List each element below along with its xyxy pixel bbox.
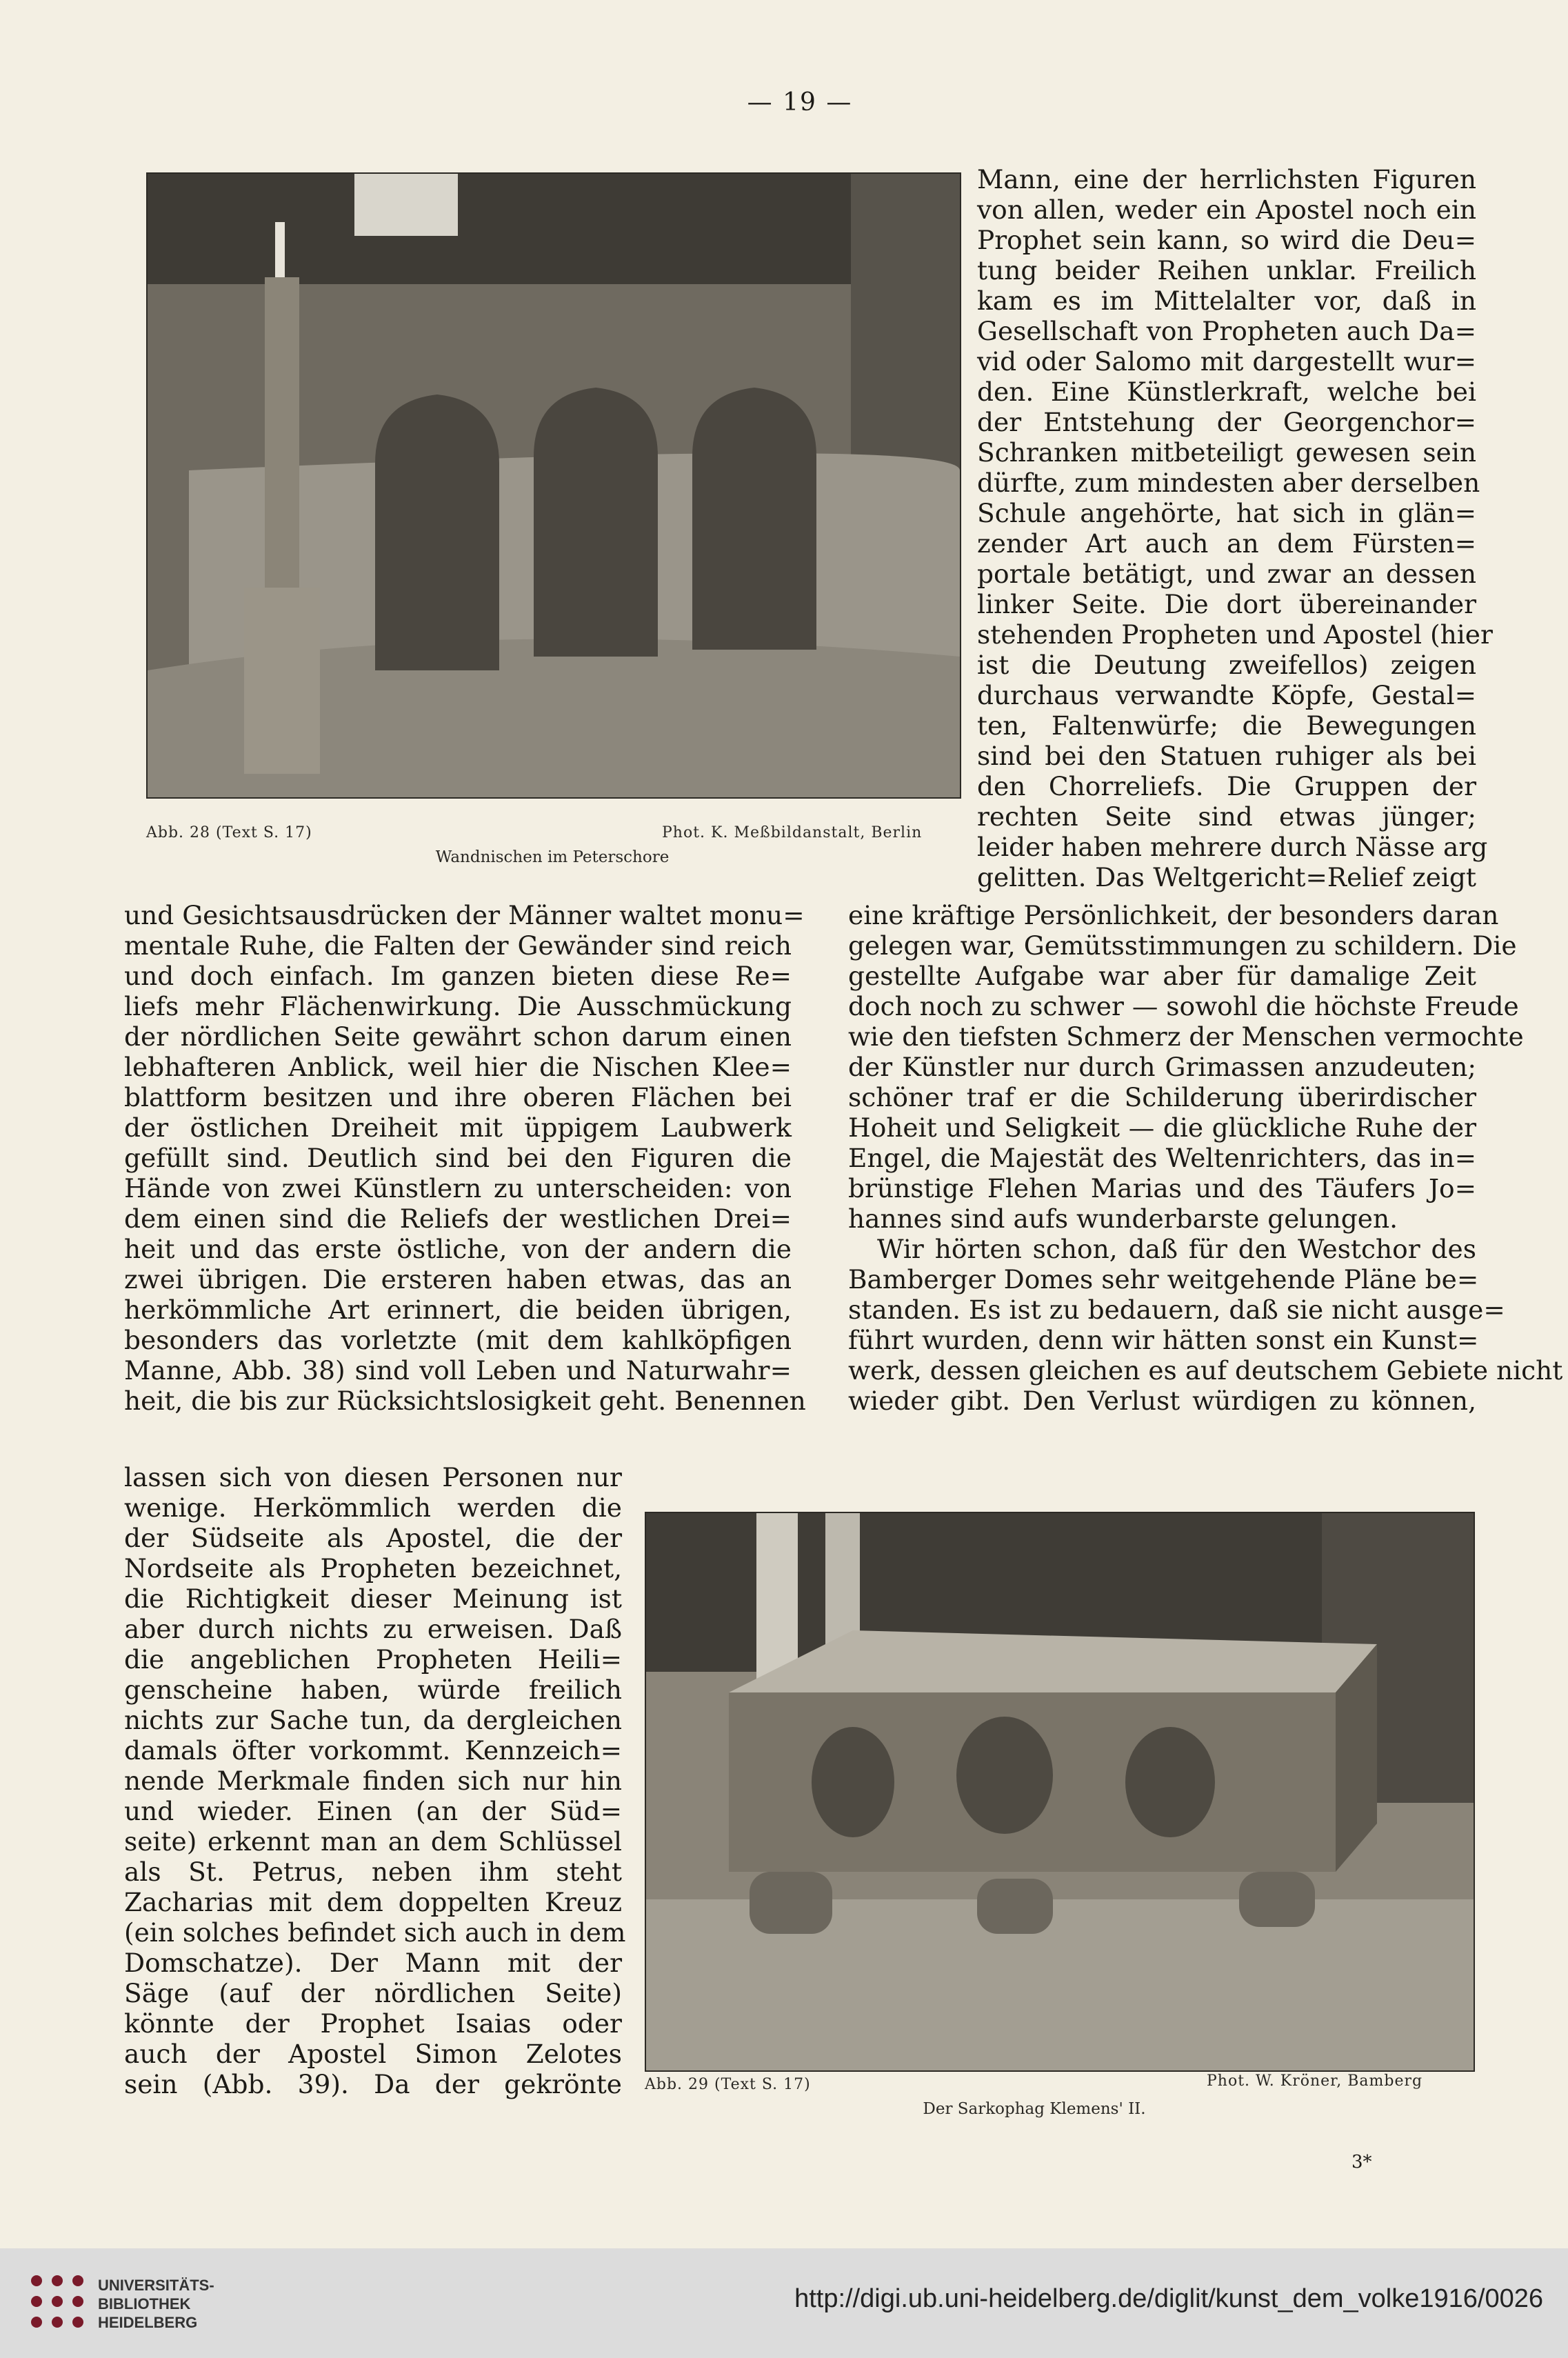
text-line: die Richtigkeit dieser Meinung ist	[124, 1583, 622, 1614]
left-column-middle-text	[124, 900, 806, 1416]
text-line: Zacharias mit dem doppelten Kreuz	[124, 1887, 622, 1917]
text-line: lebhafteren Anblick, weil hier die Nischen Klee=	[124, 1052, 792, 1082]
text-line: zender Art auch an dem Fürsten=	[977, 528, 1476, 559]
text-line: führt wurden, denn wir hätten sonst ein Kunst=	[848, 1325, 1479, 1355]
text-line: und doch einfach. Im ganzen bieten diese Re=	[124, 961, 792, 991]
text-line: Gesellschaft von Propheten auch Da=	[977, 316, 1476, 346]
text-line: gelegen war, Gemütsstimmungen zu schildern. Die	[848, 930, 1517, 961]
text-line: Hoheit und Seligkeit — die glückliche Ruhe der	[848, 1112, 1476, 1143]
text-line: herkömmliche Art erinnert, die beiden übrigen,	[124, 1295, 792, 1325]
figure-28-label: Abb. 28 (Text S. 17)	[146, 824, 312, 841]
text-line: brünstige Flehen Marias und des Täufers Jo=	[848, 1173, 1476, 1203]
footer-bar	[0, 2248, 1568, 2358]
text-line: Mann, eine der herrlichsten Figuren	[977, 164, 1476, 194]
text-line: dem einen sind die Reliefs der westlichen Drei=	[124, 1203, 792, 1234]
text-line: standen. Es ist zu bedauern, daß sie nicht ausge=	[848, 1295, 1505, 1325]
left-column-bottom-text	[124, 1462, 626, 2099]
institution-line: BIBLIOTHEK	[98, 2295, 191, 2312]
text-line: den Chorreliefs. Die Gruppen der	[977, 771, 1476, 801]
text-line: zwei übrigen. Die ersteren haben etwas, das an	[124, 1264, 792, 1295]
text-line: Engel, die Majestät des Weltenrichters, das in=	[848, 1143, 1476, 1173]
text-line: rechten Seite sind etwas jünger;	[977, 801, 1476, 832]
text-line: heit, die bis zur Rücksichtslosigkeit geht. Benennen	[124, 1386, 806, 1416]
figure-28-photo	[146, 172, 961, 799]
text-line: könnte der Prophet Isaias oder	[124, 2008, 622, 2039]
right-column-middle-text	[848, 900, 1563, 1416]
text-line: als St. Petrus, neben ihm steht	[124, 1857, 622, 1887]
text-line: Schranken mitbeteiligt gewesen sein	[977, 437, 1476, 468]
text-line: lassen sich von diesen Personen nur	[124, 1462, 622, 1492]
text-line: nichts zur Sache tun, da dergleichen	[124, 1705, 622, 1735]
text-line: ten, Faltenwürfe; die Bewegungen	[977, 710, 1476, 741]
figure-28-title: Wandnischen im Peterschore	[435, 848, 670, 866]
text-line: der östlichen Dreiheit mit üppigem Laubwerk	[124, 1112, 792, 1143]
text-line: hannes sind aufs wunderbarste gelungen.	[848, 1203, 1398, 1234]
text-line: (ein solches befindet sich auch in dem	[124, 1917, 626, 1948]
text-line: vid oder Salomo mit dargestellt wur=	[977, 346, 1476, 377]
figure-29-title: Der Sarkophag Klemens' II.	[923, 2100, 1146, 2118]
text-line: die angeblichen Propheten Heili=	[124, 1644, 622, 1675]
text-line: ist die Deutung zweifellos) zeigen	[977, 650, 1476, 680]
text-line: Wir hörten schon, daß für den Westchor des	[877, 1234, 1476, 1264]
wall-niches-illustration	[148, 174, 960, 797]
text-line: gelitten. Das Weltgericht=Relief zeigt	[977, 862, 1476, 892]
text-line: von allen, weder ein Apostel noch ein	[977, 194, 1476, 225]
institution-line: UNIVERSITÄTS-	[98, 2277, 214, 2294]
text-line: eine kräftige Persönlichkeit, der besonders daran	[848, 900, 1499, 930]
text-line: auch der Apostel Simon Zelotes	[124, 2039, 622, 2069]
text-line: blattform besitzen und ihre oberen Flächen bei	[124, 1082, 792, 1112]
text-line: werk, dessen gleichen es auf deutschem Gebiete nicht	[848, 1355, 1563, 1386]
page-number: — 19 —	[747, 88, 853, 117]
sarcophagus-illustration	[646, 1513, 1474, 2070]
text-line: der Entstehung der Georgenchor=	[977, 407, 1476, 437]
text-line: wieder gibt. Den Verlust würdigen zu können,	[848, 1386, 1476, 1416]
text-line: Schule angehörte, hat sich in glän=	[977, 498, 1476, 528]
figure-29-label: Abb. 29 (Text S. 17)	[645, 2076, 811, 2093]
institution-name	[98, 2276, 214, 2332]
text-line: den. Eine Künstlerkraft, welche bei	[977, 377, 1476, 407]
text-line: Bamberger Domes sehr weitgehende Pläne be=	[848, 1264, 1479, 1295]
text-line: und Gesichtsausdrücken der Männer waltet monu=	[124, 900, 805, 930]
text-line: leider haben mehrere durch Nässe arg	[977, 832, 1488, 862]
text-line: Säge (auf der nördlichen Seite)	[124, 1978, 622, 2008]
text-line: durchaus verwandte Köpfe, Gestal=	[977, 680, 1476, 710]
university-library-logo-icon	[26, 2270, 88, 2332]
text-line: tung beider Reihen unklar. Freilich	[977, 255, 1476, 286]
text-line: der Künstler nur durch Grimassen anzudeuten;	[848, 1052, 1476, 1082]
text-line: besonders das vorletzte (mit dem kahlköpfigen	[124, 1325, 792, 1355]
text-line: aber durch nichts zu erweisen. Daß	[124, 1614, 622, 1644]
source-url-link[interactable]: http://digi.ub.uni-heidelberg.de/diglit/kunst_dem_volke1916/0026	[794, 2284, 1543, 2313]
text-line: gefüllt sind. Deutlich sind bei den Figuren die	[124, 1143, 792, 1173]
text-line: linker Seite. Die dort übereinander	[977, 589, 1476, 619]
text-line: wie den tiefsten Schmerz der Menschen vermochte	[848, 1021, 1524, 1052]
text-line: Domschatze). Der Mann mit der	[124, 1948, 622, 1978]
text-line: Nordseite als Propheten bezeichnet,	[124, 1553, 622, 1583]
figure-29-credit: Phot. W. Kröner, Bamberg	[1207, 2072, 1423, 2090]
text-line: nende Merkmale finden sich nur hin	[124, 1766, 622, 1796]
text-line: schöner traf er die Schilderung überirdischer	[848, 1082, 1476, 1112]
text-line: heit und das erste östliche, von der andern die	[124, 1234, 792, 1264]
text-line: gestellte Aufgabe war aber für damalige Zeit	[848, 961, 1476, 991]
institution-line: HEIDELBERG	[98, 2314, 198, 2331]
text-line: stehenden Propheten und Apostel (hier	[977, 619, 1493, 650]
text-line: damals öfter vorkommt. Kennzeich=	[124, 1735, 622, 1766]
text-line: dürfte, zum mindesten aber derselben	[977, 468, 1480, 498]
text-line: Manne, Abb. 38) sind voll Leben und Naturwahr=	[124, 1355, 792, 1386]
text-line: kam es im Mittelalter vor, daß in	[977, 286, 1476, 316]
figure-29-photo	[645, 1512, 1475, 2072]
text-line: Hände von zwei Künstlern zu unterscheiden: von	[124, 1173, 792, 1203]
text-line: Prophet sein kann, so wird die Deu=	[977, 225, 1476, 255]
text-line: seite) erkennt man an dem Schlüssel	[124, 1826, 622, 1857]
text-line: mentale Ruhe, die Falten der Gewänder sind reich	[124, 930, 792, 961]
text-line: der nördlichen Seite gewährt schon darum einen	[124, 1021, 792, 1052]
text-line: der Südseite als Apostel, die der	[124, 1523, 622, 1553]
signature-mark: 3*	[1351, 2152, 1372, 2172]
figure-28-credit: Phot. K. Meßbildanstalt, Berlin	[662, 824, 923, 841]
text-line: sind bei den Statuen ruhiger als bei	[977, 741, 1476, 771]
text-line: doch noch zu schwer — sowohl die höchste Freude	[848, 991, 1519, 1021]
text-line: und wieder. Einen (an der Süd=	[124, 1796, 622, 1826]
text-line: liefs mehr Flächenwirkung. Die Ausschmückung	[124, 991, 792, 1021]
text-line: portale betätigt, und zwar an dessen	[977, 559, 1476, 589]
text-line: sein (Abb. 39). Da der gekrönte	[124, 2069, 622, 2099]
text-line: wenige. Herkömmlich werden die	[124, 1492, 622, 1523]
right-column-top-text	[977, 164, 1493, 892]
text-line: genscheine haben, würde freilich	[124, 1675, 622, 1705]
